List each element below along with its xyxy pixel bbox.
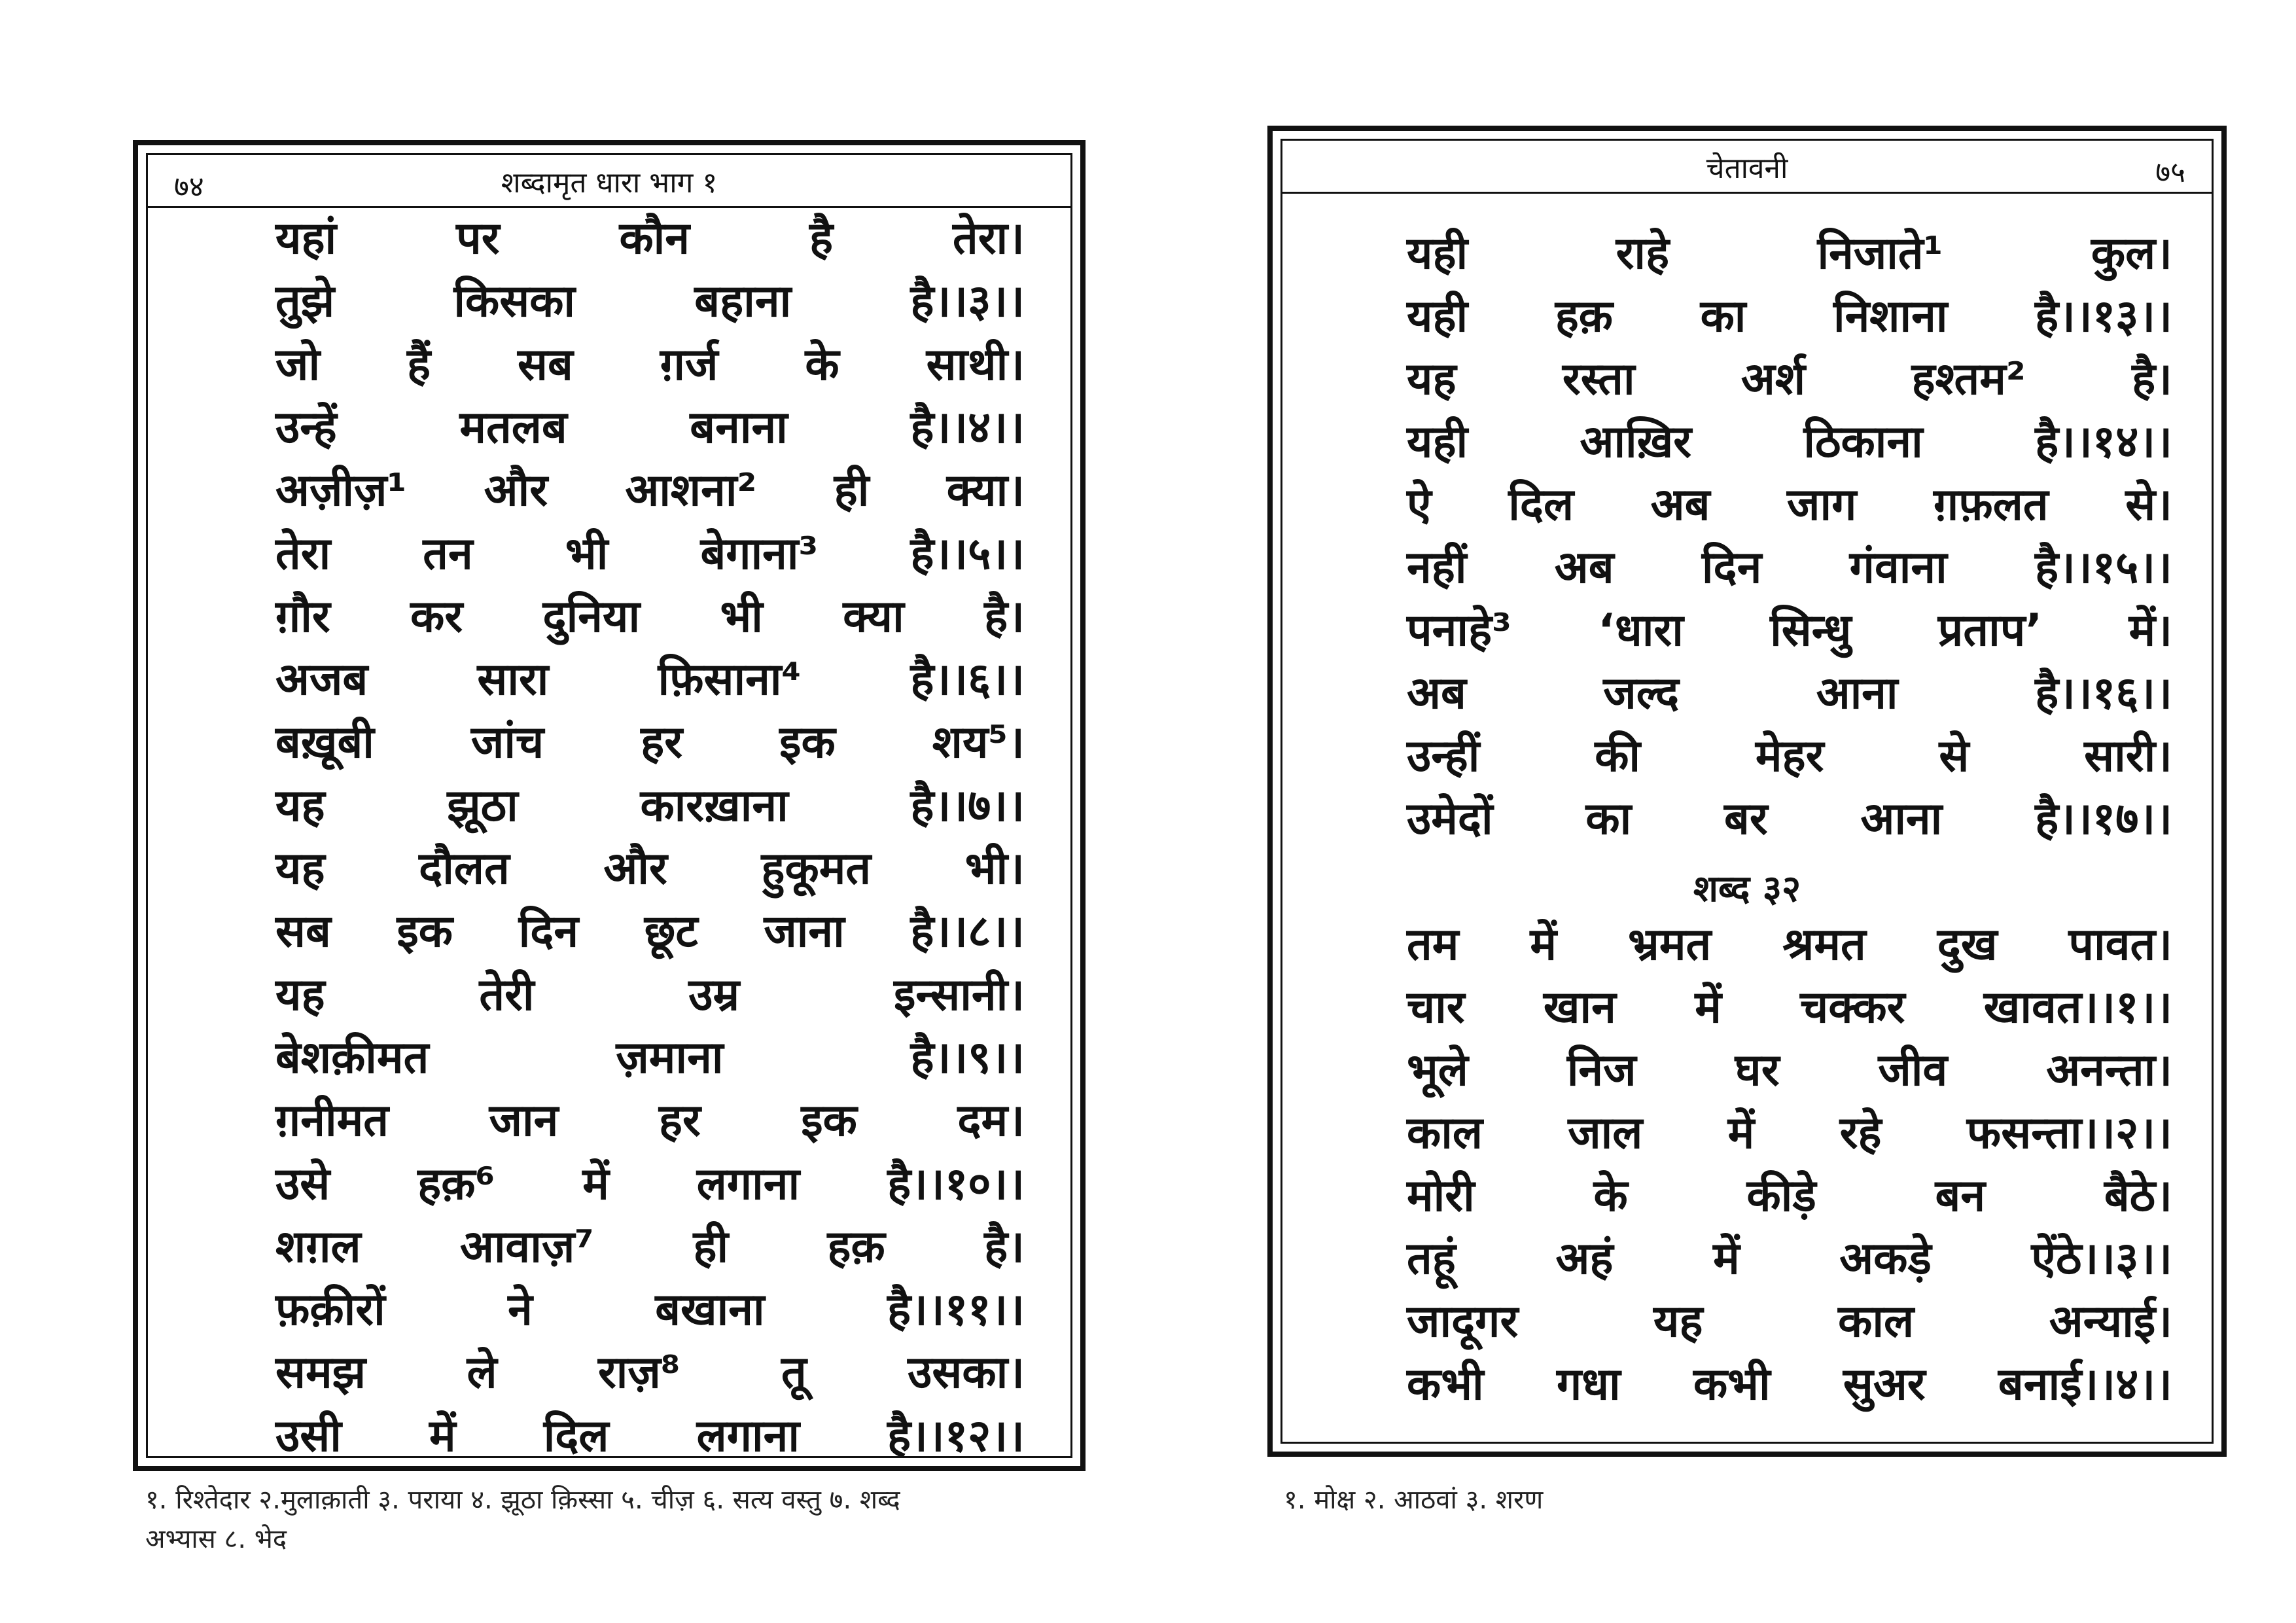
verse-word: है।।१४।। <box>2035 416 2172 468</box>
verse-word: कीड़े <box>1746 1170 1816 1222</box>
verse-line <box>1407 1233 2172 1285</box>
verse-word: बैठे। <box>2104 1170 2172 1222</box>
verse-word: है। <box>984 1221 1025 1273</box>
verse-word: चार <box>1407 982 1465 1033</box>
verse-word: जाना <box>764 906 845 958</box>
verse-word: अहं <box>1555 1233 1614 1285</box>
right-page <box>1267 126 2227 1457</box>
verse-word: दुनिया <box>542 590 641 643</box>
verse-line <box>275 528 1025 580</box>
verse-word: दम। <box>957 1095 1025 1147</box>
verse-word: उन्हीं <box>1407 730 1480 782</box>
verse-line <box>1407 605 2172 657</box>
verse-line <box>275 402 1025 454</box>
verse-word: यह <box>275 843 325 895</box>
verse-word: इक <box>801 1095 857 1147</box>
verse-word: उन्हें <box>275 401 337 454</box>
verse-word: फसन्ता।।२।। <box>1966 1107 2172 1159</box>
verse-word: जल्द <box>1603 668 1680 719</box>
verse-line <box>1407 353 2172 406</box>
verse-word: अन्याई। <box>2049 1296 2172 1347</box>
verse-line <box>275 654 1025 706</box>
verse-line <box>1407 793 2172 846</box>
verse-line <box>1407 228 2172 280</box>
verse-word: भी। <box>964 843 1025 895</box>
verse-word: काल <box>1838 1296 1915 1347</box>
verse-word: दिन <box>518 906 579 958</box>
verse-line <box>1407 982 2172 1034</box>
verse-line <box>275 465 1025 517</box>
shabd-heading: शब्द ३२ <box>1693 868 1801 910</box>
verse-word: श्रमत <box>1782 919 1866 971</box>
verse-word: इक <box>397 906 453 958</box>
verse-word: हक़ <box>1555 291 1614 342</box>
verse-word: हर <box>641 717 683 769</box>
verse-line <box>1407 479 2172 531</box>
verse-word: जादूगर <box>1407 1296 1519 1347</box>
verse-word: है।।१७।। <box>2035 793 2172 845</box>
verse-line <box>1407 1296 2172 1348</box>
verse-word: दिल <box>543 1410 609 1462</box>
verse-word: आवाज़⁷ <box>459 1221 595 1273</box>
verse-word: में <box>1695 982 1722 1033</box>
verse-word: बर <box>1724 793 1768 845</box>
verse-word: शय⁵। <box>932 717 1025 769</box>
verse-word: है। <box>984 590 1025 643</box>
verse-word: का <box>1585 793 1632 845</box>
verse-line <box>275 906 1025 958</box>
left-footnote-line-2: अभ्यास ८. भेद <box>145 1524 287 1554</box>
verse-word: यह <box>275 779 325 832</box>
verse-word: लगाना <box>696 1410 800 1462</box>
verse-word: है।।९।। <box>910 1031 1025 1084</box>
verse-line <box>1407 1107 2172 1160</box>
verse-word: ऐ <box>1407 479 1432 531</box>
verse-line <box>275 1410 1025 1463</box>
verse-word: के <box>1593 1170 1628 1222</box>
verse-word: कर <box>410 590 463 643</box>
verse-word: गधा <box>1556 1359 1621 1410</box>
verse-line <box>1407 1359 2172 1411</box>
verse-word: घर <box>1735 1044 1780 1096</box>
right-footnote-line: १. मोक्ष २. आठवां ३. शरण <box>1284 1485 1544 1515</box>
verse-word: और <box>603 843 667 895</box>
verse-line <box>1407 919 2172 971</box>
verse-word: है।।१३।। <box>2035 291 2172 342</box>
verse-word: से <box>1939 730 1969 782</box>
verse-word: अनन्ता। <box>2046 1044 2172 1096</box>
verse-word: रहे <box>1839 1107 1882 1159</box>
verse-word: आशना² <box>625 465 757 517</box>
verse-line <box>1407 1170 2172 1222</box>
verse-line <box>275 213 1025 265</box>
verse-word: है <box>809 213 834 264</box>
verse-word: सुअर <box>1843 1359 1926 1410</box>
verse-word: कौन <box>619 213 690 264</box>
verse-word: इन्सानी। <box>893 969 1025 1021</box>
verse-word: ज़माना <box>616 1031 724 1084</box>
verse-word: दिन <box>1701 542 1762 594</box>
verse-word: ‘धारा <box>1598 605 1684 656</box>
verse-word: बन <box>1935 1170 1986 1222</box>
verse-word: मोरी <box>1407 1170 1475 1222</box>
verse-word: भी <box>720 590 763 643</box>
left-page-header <box>148 155 1070 208</box>
verse-word: के <box>805 338 839 391</box>
verse-word: जाल <box>1568 1107 1643 1159</box>
verse-word: ठिकाना <box>1803 416 1923 468</box>
verse-word: यही <box>1407 228 1468 279</box>
verse-word: ने <box>508 1284 533 1336</box>
verse-word: यही <box>1407 416 1468 468</box>
verse-word: है।।५।। <box>910 527 1025 580</box>
verse-word: जांच <box>470 717 544 769</box>
verse-word: का <box>1700 291 1746 342</box>
verse-word: सिन्धु <box>1770 605 1852 656</box>
verse-word: कारख़ाना <box>640 779 788 832</box>
verse-word: भ्रमत <box>1628 919 1712 971</box>
verse-word: अर्श <box>1740 353 1806 405</box>
verse-word: ही <box>693 1221 729 1273</box>
verse-line <box>275 591 1025 643</box>
verse-line <box>1407 730 2172 783</box>
verse-word: साथी। <box>926 338 1025 391</box>
right-page-inner-border <box>1280 139 2214 1444</box>
verse-word: क्या। <box>946 465 1025 517</box>
verse-word: है।।४।। <box>910 401 1025 454</box>
verse-word: फ़क़ीरों <box>275 1284 385 1336</box>
verse-word: भी <box>565 527 609 580</box>
verse-word: जीव <box>1878 1044 1948 1096</box>
verse-word: शग़ल <box>275 1221 361 1273</box>
verse-word: जो <box>275 338 321 391</box>
verse-word: है।।७।। <box>910 779 1025 832</box>
verse-line <box>1407 668 2172 720</box>
verse-word: जाग <box>1787 479 1857 531</box>
verse-word: यह <box>1653 1296 1703 1347</box>
verse-word: ही <box>834 465 870 517</box>
verse-line <box>1407 291 2172 343</box>
verse-word: दौलत <box>419 843 510 895</box>
verse-word: किसका <box>453 276 576 328</box>
verse-word: में। <box>2128 605 2172 656</box>
verse-word: बख़ूबी <box>275 717 374 769</box>
verse-word: की <box>1595 730 1641 782</box>
verse-line <box>275 1221 1025 1274</box>
verse-word: आख़िर <box>1580 416 1692 468</box>
verse-word: उसका। <box>908 1347 1025 1399</box>
verse-word: जान <box>489 1095 559 1147</box>
verse-word: हुकूमत <box>761 843 872 895</box>
verse-word: कभी <box>1407 1359 1484 1410</box>
verse-word: है।।८।। <box>910 906 1025 958</box>
verse-word: निशाना <box>1833 291 1948 342</box>
verse-word: झूठा <box>447 779 518 832</box>
verse-line <box>1407 542 2172 594</box>
verse-word: अब <box>1407 668 1466 719</box>
verse-word: में <box>429 1410 456 1462</box>
verse-word: भूले <box>1407 1044 1468 1096</box>
verse-word: राज़⁸ <box>597 1347 680 1399</box>
left-page-header-title: शब्दामृत धारा भाग १ <box>501 166 718 200</box>
verse-word: है।।३।। <box>910 276 1025 328</box>
right-page-header <box>1282 141 2212 194</box>
verse-word: यहां <box>275 213 337 264</box>
verse-word: उसी <box>275 1410 342 1462</box>
verse-word: दुख <box>1937 919 1998 971</box>
left-page-inner-border <box>146 153 1072 1462</box>
verse-word: अजब <box>275 654 368 706</box>
verse-word: अब <box>1554 542 1614 594</box>
verse-line <box>275 1284 1025 1336</box>
verse-word: कुल। <box>2091 228 2172 279</box>
verse-word: तेरी <box>479 969 535 1021</box>
verse-word: तन <box>423 527 473 580</box>
verse-line <box>275 1347 1025 1399</box>
verse-line <box>1407 416 2172 469</box>
verse-word: उसे <box>275 1158 330 1210</box>
verse-word: है।।१०।। <box>887 1158 1025 1210</box>
verse-word: इक <box>779 717 836 769</box>
left-footnotes <box>145 1480 1127 1559</box>
verse-word: है।।१६।। <box>2035 668 2172 719</box>
verse-word: कभी <box>1693 1359 1771 1410</box>
verse-word: क्या <box>843 590 904 643</box>
verse-word: नहीं <box>1407 542 1467 594</box>
verse-line <box>275 780 1025 832</box>
verse-line <box>275 843 1025 895</box>
verse-word: फ़िसाना⁴ <box>658 654 802 706</box>
verse-word: रस्ता <box>1562 353 1635 405</box>
verse-word: तेरा। <box>952 213 1025 264</box>
verse-word: अज़ीज़¹ <box>275 465 407 517</box>
verse-word: लगाना <box>696 1158 800 1210</box>
verse-word: में <box>1530 919 1557 971</box>
verse-word: है।।६।। <box>910 654 1025 706</box>
verse-word: निज <box>1566 1044 1636 1096</box>
verse-word: ग़नीमत <box>275 1095 389 1147</box>
verse-word: हश्तम² <box>1911 353 2026 405</box>
verse-word: समझ <box>275 1347 366 1399</box>
verse-word: बेशक़ीमत <box>275 1031 429 1084</box>
verse-word: गंवाना <box>1849 542 1947 594</box>
right-page-number: ७५ <box>2155 156 2185 189</box>
verse-word: यह <box>1407 353 1457 405</box>
verse-word: मतलब <box>459 401 567 454</box>
verse-word: है।।११।। <box>887 1284 1025 1336</box>
verse-word: में <box>1713 1233 1740 1285</box>
verse-word: ले <box>467 1347 497 1399</box>
verse-word: तेरा <box>275 527 331 580</box>
verse-word: बेगाना³ <box>700 527 819 580</box>
verse-line <box>275 1158 1025 1211</box>
verse-word: काल <box>1407 1107 1483 1159</box>
verse-word: मेहर <box>1755 730 1824 782</box>
verse-word: हर <box>658 1095 701 1147</box>
verse-word: ऐंठे।।३।। <box>2031 1233 2172 1285</box>
verse-line <box>1407 1044 2172 1097</box>
verse-word: ग़फ़लत <box>1934 479 2049 531</box>
left-page-number: ७४ <box>174 170 204 204</box>
verse-word: आना <box>1860 793 1943 845</box>
verse-word: अकड़े <box>1839 1233 1932 1285</box>
verse-word: खान <box>1543 982 1616 1033</box>
verse-word: सारा <box>477 654 549 706</box>
verse-word: और <box>484 465 548 517</box>
verse-word: है।।१५।। <box>2035 542 2172 594</box>
verse-word: तू <box>781 1347 807 1399</box>
verse-word: बनाना <box>690 401 788 454</box>
verse-word: आना <box>1816 668 1898 719</box>
verse-line <box>275 1032 1025 1084</box>
verse-word: पनाहे³ <box>1407 605 1511 656</box>
verse-line <box>275 969 1025 1022</box>
verse-line <box>275 276 1025 328</box>
verse-word: हक़⁶ <box>417 1158 495 1210</box>
verse-word: राहे <box>1616 228 1670 279</box>
verse-word: बनाई।।४।। <box>1998 1359 2172 1410</box>
verse-word: यही <box>1407 291 1468 342</box>
verse-word: अब <box>1650 479 1710 531</box>
verse-word: खावत।।१।। <box>1983 982 2172 1033</box>
verse-word: में <box>1727 1107 1755 1159</box>
verse-word: उम्र <box>688 969 740 1021</box>
right-footnotes <box>1284 1480 2200 1520</box>
verse-word: है। <box>2132 353 2172 405</box>
verse-word: है।।१२।। <box>887 1410 1025 1462</box>
verse-word: तहूं <box>1407 1233 1456 1285</box>
verse-word: सब <box>275 906 331 958</box>
verse-word: तम <box>1407 919 1459 971</box>
verse-word: ग़ौर <box>275 590 330 643</box>
verse-word: तुझे <box>275 276 335 328</box>
verse-word: उमेदों <box>1407 793 1493 845</box>
verse-line <box>275 1095 1025 1147</box>
left-page <box>133 140 1086 1471</box>
verse-word: हैं <box>407 338 431 391</box>
verse-word: हक़ <box>827 1221 885 1273</box>
verse-word: दिल <box>1508 479 1574 531</box>
verse-word: पर <box>456 213 500 264</box>
verse-word: चक्कर <box>1800 982 1905 1033</box>
verse-word: ग़र्ज <box>660 338 718 391</box>
left-footnote-line-1: १. रिश्तेदार २.मुलाक़ाती ३. पराया ४. झूठा क़िस्सा ५. चीज़ ६. सत्य वस्तु ७. शब्द <box>145 1485 900 1515</box>
verse-line <box>275 717 1025 769</box>
verse-word: से। <box>2125 479 2172 531</box>
verse-word: बहाना <box>694 276 792 328</box>
verse-word: निजाते¹ <box>1817 228 1943 279</box>
right-page-header-title: चेतावनी <box>1706 152 1788 185</box>
verse-line <box>275 339 1025 391</box>
verse-word: सारी। <box>2084 730 2172 782</box>
verse-word: पावत। <box>2068 919 2172 971</box>
verse-word: में <box>582 1158 609 1210</box>
verse-word: सब <box>518 338 573 391</box>
verse-word: छूट <box>644 906 698 958</box>
verse-word: यह <box>275 969 325 1021</box>
verse-word: बखाना <box>655 1284 765 1336</box>
verse-word: प्रताप’ <box>1937 605 2043 656</box>
